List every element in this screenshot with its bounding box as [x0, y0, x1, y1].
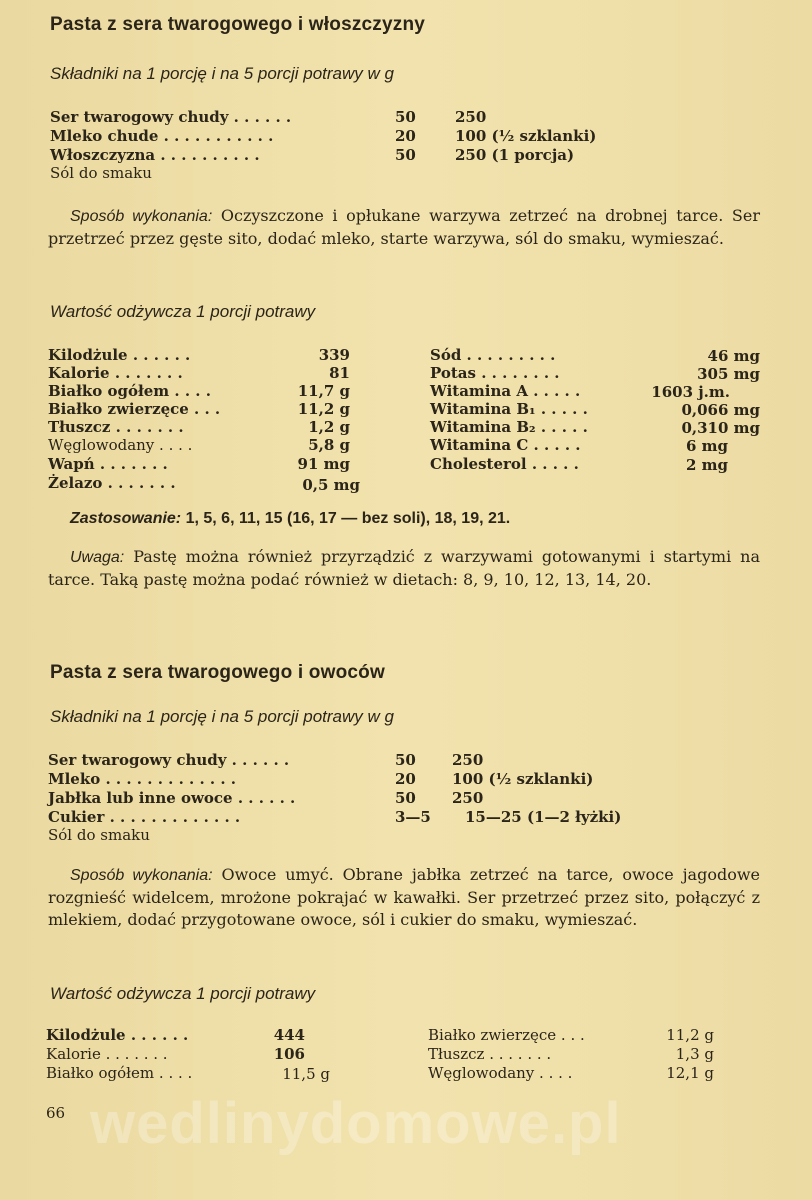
nutrient-name: Białko zwierzęce . . .: [48, 400, 221, 418]
usage-label: Zastosowanie:: [70, 510, 182, 527]
watermark: wedlinydomowe.pl: [90, 1091, 622, 1156]
ingredient-q5: 250: [452, 789, 484, 807]
recipe1-title: Pasta z sera twarogowego i włoszczyzny: [50, 14, 426, 35]
nutrient-name: Żelazo . . . . . . .: [48, 474, 176, 492]
nutrient-value: 11,5 g: [282, 1065, 330, 1083]
ingredient-q5: 15—25 (1—2 łyżki): [465, 808, 622, 826]
nutrient-value: 1603 j.m.: [651, 383, 730, 401]
nutrient-value: 1,2 g: [308, 418, 350, 436]
ingredient-name: Mleko chude . . . . . . . . . . .: [50, 127, 274, 145]
nutrient-value: 2 mg: [685, 456, 728, 474]
nutrient-name: Potas . . . . . . . .: [430, 364, 560, 382]
ingredient-name: Jabłka lub inne owoce . . . . . .: [48, 789, 296, 807]
ingredient-name: Cukier . . . . . . . . . . . . .: [48, 808, 241, 826]
usage-text: 1, 5, 6, 11, 15 (16, 17 — bez soli), 18, 19, 21.: [185, 510, 511, 527]
recipe2-ingredients-header: Składniki na 1 porcję i na 5 porcji potrawy w g: [50, 707, 394, 726]
ingredient-q5: 100 (½ szklanki): [455, 127, 597, 145]
ingredient-name: Sól do smaku: [48, 826, 150, 844]
recipe2-title: Pasta z sera twarogowego i owoców: [50, 662, 385, 683]
nutrient-name: Witamina C . . . . .: [430, 436, 581, 454]
ingredient-name: Ser twarogowy chudy . . . . . .: [48, 751, 290, 769]
ingredient-q5: 250 (1 porcja): [455, 146, 575, 164]
nutrient-name: Tłuszcz . . . . . . .: [428, 1045, 552, 1063]
nutrient-name: Tłuszcz . . . . . . .: [48, 418, 184, 436]
ingredient-name: Ser twarogowy chudy . . . . . .: [50, 108, 292, 126]
ingredient-q1: 50: [395, 789, 416, 807]
nutrient-value: 91 mg: [297, 455, 350, 473]
nutrient-name: Sód . . . . . . . . .: [430, 346, 556, 364]
ingredient-q5: 250: [455, 108, 487, 126]
ingredient-q1: 3—5: [395, 808, 431, 826]
nutrient-value: 0,310 mg: [681, 419, 760, 437]
ingredient-q5: 250: [452, 751, 484, 769]
nutrient-name: Węglowodany . . . .: [48, 436, 193, 454]
nutrient-value: 106: [273, 1045, 305, 1063]
nutrient-value: 11,2 g: [297, 400, 350, 418]
nutrient-value: 5,8 g: [308, 436, 350, 454]
nutrient-name: Witamina A . . . . .: [430, 382, 581, 400]
nutrient-value: 305 mg: [697, 365, 760, 383]
ingredient-q5: 100 (½ szklanki): [452, 770, 594, 788]
recipe1-usage: [70, 510, 510, 528]
recipe1-note: [48, 546, 760, 591]
nutrient-name: Witamina B₂ . . . . .: [430, 418, 588, 436]
nutrient-value: 0,066 mg: [681, 401, 760, 419]
ingredient-q1: 50: [395, 108, 416, 126]
ingredient-q1: 50: [395, 146, 416, 164]
ingredient-name: Sól do smaku: [50, 164, 152, 182]
nutrient-name: Białko ogółem . . . .: [48, 382, 211, 400]
nutrient-value: 0,5 mg: [302, 476, 360, 494]
method-text: Owoce umyć. Obrane jabłka zetrzeć na tarce, owoce jagodowe rozgnieść widelcem, mrożone pokrajać w kawałki. Ser przetrzeć przez sito, połączyć z mlekiem, dodać przygotowane owoce, sól i cukier do smaku, wymieszać.: [48, 865, 761, 929]
nutrient-name: Witamina B₁ . . . . .: [430, 400, 588, 418]
nutrient-name: Kalorie . . . . . . .: [46, 1045, 168, 1063]
nutrient-name: Cholesterol . . . . .: [430, 455, 579, 473]
page-number: 66: [46, 1104, 66, 1122]
nutrient-name: Wapń . . . . . . .: [48, 455, 168, 473]
nutrient-name: Węglowodany . . . .: [428, 1064, 573, 1082]
method-label: Sposób wykonania:: [70, 208, 213, 225]
ingredient-q1: 20: [395, 770, 416, 788]
recipe1-nutrition-header: Wartość odżywcza 1 porcji potrawy: [50, 302, 316, 321]
recipe2-method: [48, 864, 760, 931]
nutrient-value: 6 mg: [685, 437, 728, 455]
ingredient-name: Mleko . . . . . . . . . . . . .: [48, 770, 237, 788]
nutrient-value: 12,1 g: [666, 1064, 714, 1082]
nutrient-name: Kilodżule . . . . . .: [46, 1026, 189, 1044]
nutrient-value: 1,3 g: [675, 1045, 714, 1063]
ingredient-q1: 50: [395, 751, 416, 769]
note-label: Uwaga:: [70, 549, 125, 566]
nutrient-value: 11,7 g: [297, 382, 350, 400]
nutrient-name: Kilodżule . . . . . .: [48, 346, 191, 364]
nutrient-value: 339: [318, 346, 350, 364]
recipe1-ingredients-header: Składniki na 1 porcję i na 5 porcji potrawy w g: [50, 64, 394, 83]
ingredient-q1: 20: [395, 127, 416, 145]
method-text: Oczyszczone i opłukane warzywa zetrzeć na drobnej tarce. Ser przetrzeć przez gęste sito, dodać mleko, starte warzywa, sól do smaku, wymieszać.: [48, 206, 760, 248]
note-text: Pastę można również przyrządzić z warzywami gotowanymi i startymi na tarce. Taką pastę można podać również w dietach: 8, 9, 10, 12, 13, 14, 20.: [48, 547, 760, 589]
nutrient-value: 46 mg: [707, 347, 760, 365]
nutrient-name: Białko ogółem . . . .: [46, 1064, 193, 1082]
recipe1-method: [48, 205, 760, 250]
ingredient-name: Włoszczyzna . . . . . . . . . .: [50, 146, 260, 164]
method-label: Sposób wykonania:: [70, 867, 213, 884]
nutrient-value: 11,2 g: [666, 1026, 714, 1044]
nutrient-name: Kalorie . . . . . . .: [48, 364, 183, 382]
nutrient-value: 444: [273, 1026, 305, 1044]
nutrient-value: 81: [329, 364, 350, 382]
nutrient-name: Białko zwierzęce . . .: [428, 1026, 585, 1044]
recipe2-nutrition-header: Wartość odżywcza 1 porcji potrawy: [50, 984, 316, 1003]
